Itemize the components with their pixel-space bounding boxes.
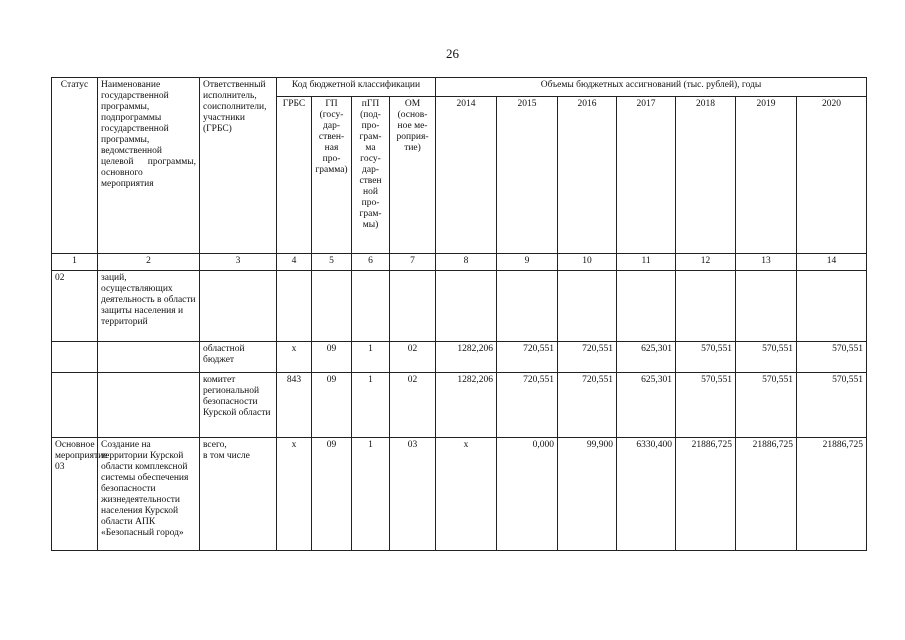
column-number-row <box>52 254 867 271</box>
row-value: 570,551 <box>736 342 797 373</box>
header-executor: Ответственный исполнитель, соисполнители, участники (ГРБС) <box>200 78 277 254</box>
row-value: 625,301 <box>617 373 676 438</box>
row-value <box>676 271 736 342</box>
row-value: 570,551 <box>676 373 736 438</box>
row-value: 1282,206 <box>436 342 497 373</box>
row-om <box>390 271 436 342</box>
row-gp: 09 <box>312 342 352 373</box>
column-number: 2 <box>98 254 200 271</box>
row-value: 625,301 <box>617 342 676 373</box>
column-number: 8 <box>436 254 497 271</box>
row-value: 99,900 <box>558 438 617 551</box>
row-executor: всего, в том числе <box>200 438 277 551</box>
row-om: 02 <box>390 373 436 438</box>
row-name: Создание на территории Курской области комплексной системы обеспечения безопасности жизнедеятельности населения Курской области АПК «Безопасный город» <box>98 438 200 551</box>
header-grbs: ГРБС <box>277 97 312 254</box>
table-row <box>52 438 867 551</box>
row-pgp: 1 <box>352 373 390 438</box>
column-number: 5 <box>312 254 352 271</box>
header-year: 2020 <box>797 97 867 254</box>
row-executor <box>200 271 277 342</box>
column-number: 7 <box>390 254 436 271</box>
table-row <box>52 373 867 438</box>
row-value: 720,551 <box>497 373 558 438</box>
row-value: 21886,725 <box>676 438 736 551</box>
header-year: 2015 <box>497 97 558 254</box>
header-year: 2016 <box>558 97 617 254</box>
row-value: 21886,725 <box>736 438 797 551</box>
row-value: 570,551 <box>676 342 736 373</box>
row-om: 03 <box>390 438 436 551</box>
row-value: 21886,725 <box>797 438 867 551</box>
row-value: 570,551 <box>797 342 867 373</box>
header-row-top <box>52 78 867 97</box>
page-number: 26 <box>446 46 459 61</box>
header-status: Статус <box>52 78 98 254</box>
header-gp: ГП (госу- дар- ствен- ная про- грамма) <box>312 97 352 254</box>
row-value <box>617 271 676 342</box>
row-value: 720,551 <box>558 373 617 438</box>
row-pgp <box>352 271 390 342</box>
column-number: 9 <box>497 254 558 271</box>
column-number: 11 <box>617 254 676 271</box>
row-gp <box>312 271 352 342</box>
column-number: 13 <box>736 254 797 271</box>
header-budget-code: Код бюджетной классификации <box>277 78 436 97</box>
row-value: 570,551 <box>797 373 867 438</box>
column-number: 4 <box>277 254 312 271</box>
header-om: ОМ (основ- ное ме- роприя- тие) <box>390 97 436 254</box>
row-value: 570,551 <box>736 373 797 438</box>
column-number: 6 <box>352 254 390 271</box>
row-grbs <box>277 271 312 342</box>
column-number: 10 <box>558 254 617 271</box>
row-pgp: 1 <box>352 342 390 373</box>
table-row <box>52 271 867 342</box>
row-pgp: 1 <box>352 438 390 551</box>
row-gp: 09 <box>312 438 352 551</box>
column-number: 3 <box>200 254 277 271</box>
row-value <box>797 271 867 342</box>
header-year: 2019 <box>736 97 797 254</box>
row-executor: комитет региональной безопасности Курской области <box>200 373 277 438</box>
header-year: 2017 <box>617 97 676 254</box>
column-number: 12 <box>676 254 736 271</box>
row-name <box>98 373 200 438</box>
row-value <box>736 271 797 342</box>
row-status: Основное мероприятие 03 <box>52 438 98 551</box>
row-value: 6330,400 <box>617 438 676 551</box>
row-value <box>497 271 558 342</box>
row-value: 720,551 <box>558 342 617 373</box>
header-pgp: пГП (под- про- грам- ма госу- дар- ствен ной про- грам- мы) <box>352 97 390 254</box>
column-number: 1 <box>52 254 98 271</box>
row-name <box>98 342 200 373</box>
row-executor: областной бюджет <box>200 342 277 373</box>
row-grbs: 843 <box>277 373 312 438</box>
header-year: 2014 <box>436 97 497 254</box>
row-status <box>52 342 98 373</box>
header-name: Наименование государственной программы, подпрограммы государственной программы, ведомственной целевой программы, основного мероприятия <box>98 78 200 254</box>
row-value <box>436 271 497 342</box>
row-status: 02 <box>52 271 98 342</box>
header-year: 2018 <box>676 97 736 254</box>
row-value: x <box>436 438 497 551</box>
row-grbs: x <box>277 342 312 373</box>
row-value: 720,551 <box>497 342 558 373</box>
row-status <box>52 373 98 438</box>
row-value: 1282,206 <box>436 373 497 438</box>
column-number: 14 <box>797 254 867 271</box>
row-gp: 09 <box>312 373 352 438</box>
row-om: 02 <box>390 342 436 373</box>
budget-table <box>51 77 867 551</box>
table-row <box>52 342 867 373</box>
row-name: заций, осуществляющих деятельность в области защиты населения и территорий <box>98 271 200 342</box>
row-value <box>558 271 617 342</box>
row-grbs: x <box>277 438 312 551</box>
row-value: 0,000 <box>497 438 558 551</box>
header-volumes: Объемы бюджетных ассигнований (тыс. рублей), годы <box>436 78 867 97</box>
